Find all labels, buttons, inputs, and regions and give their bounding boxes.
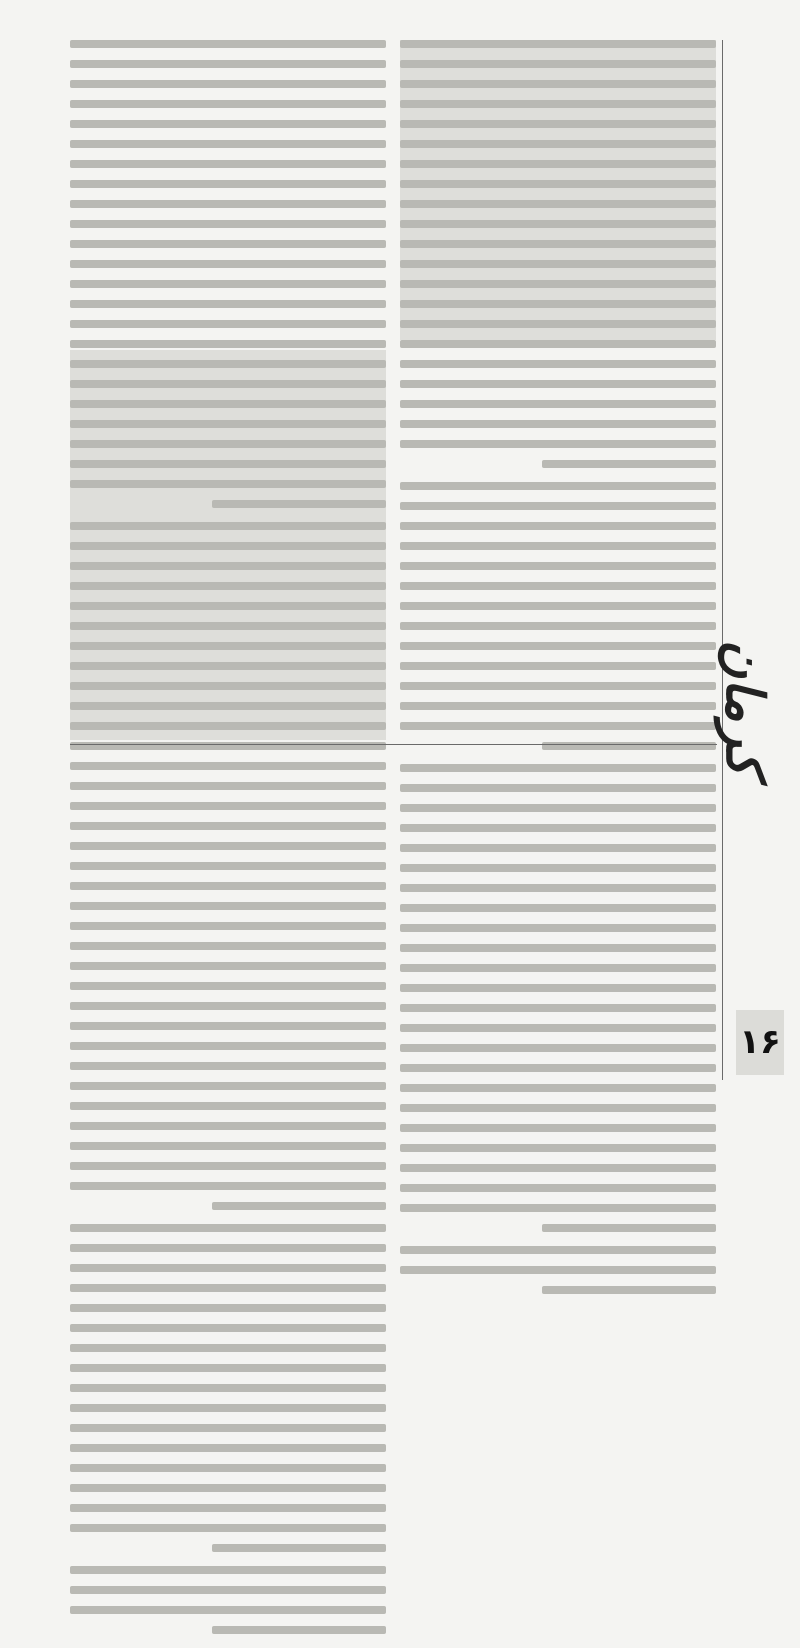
placeholder-line [70,922,386,930]
section-divider [70,744,717,745]
placeholder-line [70,762,386,770]
placeholder-line [70,1304,386,1312]
placeholder-line [70,902,386,910]
placeholder-line [400,80,716,88]
placeholder-line [400,100,716,108]
placeholder-line [70,842,386,850]
placeholder-line [70,782,386,790]
placeholder-line [212,1544,386,1552]
placeholder-line [400,502,716,510]
placeholder-line [70,1566,386,1574]
placeholder-line [400,702,716,710]
placeholder-line [400,340,716,348]
placeholder-line [400,482,716,490]
placeholder-line [70,1142,386,1150]
placeholder-line [70,1122,386,1130]
placeholder-line [542,1286,716,1294]
placeholder-line [70,522,386,530]
paragraph [400,1246,716,1294]
placeholder-line [400,964,716,972]
placeholder-line [70,1042,386,1050]
placeholder-line [400,1084,716,1092]
placeholder-line [400,542,716,550]
placeholder-line [70,40,386,48]
placeholder-line [70,460,386,468]
placeholder-line [70,1182,386,1190]
paragraph [400,764,716,1232]
placeholder-line [400,120,716,128]
placeholder-line [70,280,386,288]
placeholder-line [70,662,386,670]
placeholder-line [70,1364,386,1372]
placeholder-line [70,120,386,128]
paragraph [70,1566,386,1634]
placeholder-line [212,1202,386,1210]
placeholder-line [70,882,386,890]
placeholder-line [70,1002,386,1010]
placeholder-line [212,1626,386,1634]
placeholder-line [70,1504,386,1512]
placeholder-line [400,320,716,328]
placeholder-line [400,764,716,772]
placeholder-line [400,40,716,48]
placeholder-line [70,802,386,810]
placeholder-line [400,1044,716,1052]
placeholder-line [70,622,386,630]
placeholder-line [70,542,386,550]
placeholder-line [400,722,716,730]
placeholder-line [400,140,716,148]
placeholder-line [70,1344,386,1352]
placeholder-line [70,562,386,570]
column-left [70,40,386,1648]
placeholder-line [400,1164,716,1172]
placeholder-line [70,1022,386,1030]
placeholder-line [400,400,716,408]
placeholder-line [400,440,716,448]
placeholder-line [70,480,386,488]
placeholder-line [400,1246,716,1254]
placeholder-line [400,220,716,228]
placeholder-line [70,180,386,188]
placeholder-line [400,984,716,992]
placeholder-line [70,240,386,248]
placeholder-line [400,682,716,690]
placeholder-line [70,440,386,448]
placeholder-line [70,1224,386,1232]
placeholder-line [400,1004,716,1012]
placeholder-line [400,642,716,650]
paragraph [400,482,716,750]
journal-mark: کرمان [714,640,775,776]
column-right [400,40,716,1308]
placeholder-line [400,180,716,188]
placeholder-line [70,380,386,388]
paragraph [400,40,716,468]
placeholder-line [70,1062,386,1070]
placeholder-line [70,942,386,950]
placeholder-line [542,460,716,468]
placeholder-line [70,300,386,308]
placeholder-line [400,1104,716,1112]
placeholder-line [400,582,716,590]
placeholder-line [70,602,386,610]
placeholder-line [70,400,386,408]
placeholder-line [400,380,716,388]
placeholder-line [212,500,386,508]
placeholder-line [70,1424,386,1432]
placeholder-line [70,220,386,228]
placeholder-line [70,1384,386,1392]
placeholder-line [70,582,386,590]
placeholder-line [70,1444,386,1452]
placeholder-line [70,160,386,168]
placeholder-line [70,722,386,730]
placeholder-line [400,904,716,912]
paragraph [70,1224,386,1552]
placeholder-line [400,562,716,570]
placeholder-line [70,1162,386,1170]
placeholder-line [400,160,716,168]
placeholder-line [70,360,386,368]
placeholder-line [400,844,716,852]
placeholder-line [70,60,386,68]
placeholder-line [400,662,716,670]
placeholder-line [70,260,386,268]
placeholder-line [400,280,716,288]
placeholder-line [400,784,716,792]
placeholder-line [400,602,716,610]
placeholder-line [400,300,716,308]
placeholder-line [70,1586,386,1594]
placeholder-line [400,1024,716,1032]
placeholder-line [400,60,716,68]
placeholder-line [400,1124,716,1132]
placeholder-line [400,622,716,630]
placeholder-line [70,862,386,870]
placeholder-line [400,1144,716,1152]
placeholder-line [70,320,386,328]
placeholder-line [70,822,386,830]
placeholder-line [400,944,716,952]
placeholder-line [70,1102,386,1110]
placeholder-line [70,1264,386,1272]
placeholder-line [400,804,716,812]
placeholder-line [400,924,716,932]
placeholder-line [70,1484,386,1492]
placeholder-line [400,1184,716,1192]
placeholder-line [70,140,386,148]
placeholder-line [400,200,716,208]
placeholder-line [400,260,716,268]
placeholder-line [400,360,716,368]
placeholder-line [70,80,386,88]
placeholder-line [70,200,386,208]
page-number: ۱۶ [739,1022,781,1062]
paragraph [70,522,386,1210]
placeholder-line [70,340,386,348]
placeholder-line [400,824,716,832]
placeholder-line [70,1524,386,1532]
placeholder-line [400,522,716,530]
placeholder-line [70,1606,386,1614]
placeholder-line [70,420,386,428]
column-divider [722,40,723,1080]
placeholder-line [70,642,386,650]
placeholder-line [400,1266,716,1274]
placeholder-line [400,240,716,248]
placeholder-line [400,420,716,428]
paragraph [70,40,386,508]
placeholder-line [542,1224,716,1232]
placeholder-line [400,1204,716,1212]
placeholder-line [70,682,386,690]
placeholder-line [70,100,386,108]
placeholder-line [400,884,716,892]
placeholder-line [70,962,386,970]
placeholder-line [70,1324,386,1332]
placeholder-line [70,702,386,710]
placeholder-line [70,982,386,990]
placeholder-line [70,1464,386,1472]
placeholder-line [70,1244,386,1252]
placeholder-line [400,864,716,872]
placeholder-line [70,1404,386,1412]
placeholder-line [400,1064,716,1072]
placeholder-line [70,1284,386,1292]
